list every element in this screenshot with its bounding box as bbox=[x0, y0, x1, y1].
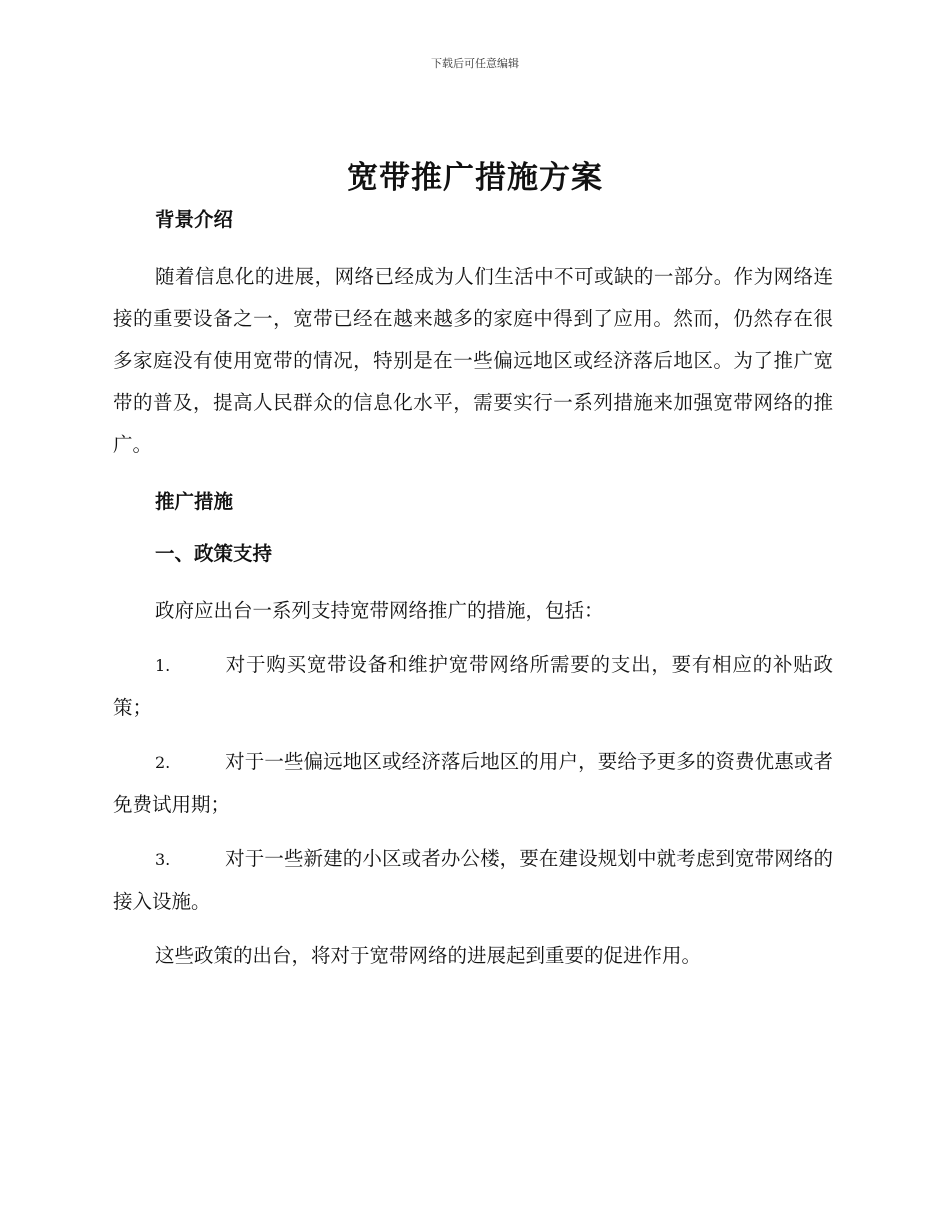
section-heading-measures: 推广措施 bbox=[155, 490, 234, 513]
list-item bbox=[113, 838, 833, 923]
document-body bbox=[113, 204, 833, 977]
document-title: 宽带推广措施方案 bbox=[347, 160, 603, 196]
list-item-text: 对于一些偏远地区或经济落后地区的用户，要给予更多的资费优惠或者免费试用期； bbox=[113, 750, 833, 816]
list-item-number: 2. bbox=[155, 753, 171, 772]
policy-intro-paragraph: 政府应出台一系列支持宽带网络推广的措施，包括： bbox=[155, 599, 604, 622]
list-item bbox=[113, 741, 833, 826]
list-item-text: 对于购买宽带设备和维护宽带网络所需要的支出，要有相应的补贴政策； bbox=[113, 653, 833, 719]
section-heading-background: 背景介绍 bbox=[155, 208, 234, 231]
policy-conclusion-paragraph: 这些政策的出台，将对于宽带网络的进展起到重要的促进作用。 bbox=[155, 944, 702, 967]
list-item-number: 1. bbox=[155, 656, 171, 675]
list-item-text: 对于一些新建的小区或者办公楼，要在建设规划中就考虑到宽带网络的接入设施。 bbox=[113, 847, 833, 913]
background-paragraph: 随着信息化的进展，网络已经成为人们生活中不可或缺的一部分。作为网络连接的重要设备之一，宽带已经在越来越多的家庭中得到了应用。然而，仍然存在很多家庭没有使用宽带的情况，特别是在一些偏远地区或经济落后地区。为了推广宽带的普及，提高人民群众的信息化水平，需要实行一系列措施来加强宽带网络的推广。 bbox=[113, 265, 833, 456]
list-item-number: 3. bbox=[155, 850, 171, 869]
header-note: 下载后可任意编辑 bbox=[431, 57, 519, 70]
subsection-heading-policy: 一、政策支持 bbox=[155, 542, 273, 565]
list-item bbox=[113, 644, 833, 729]
